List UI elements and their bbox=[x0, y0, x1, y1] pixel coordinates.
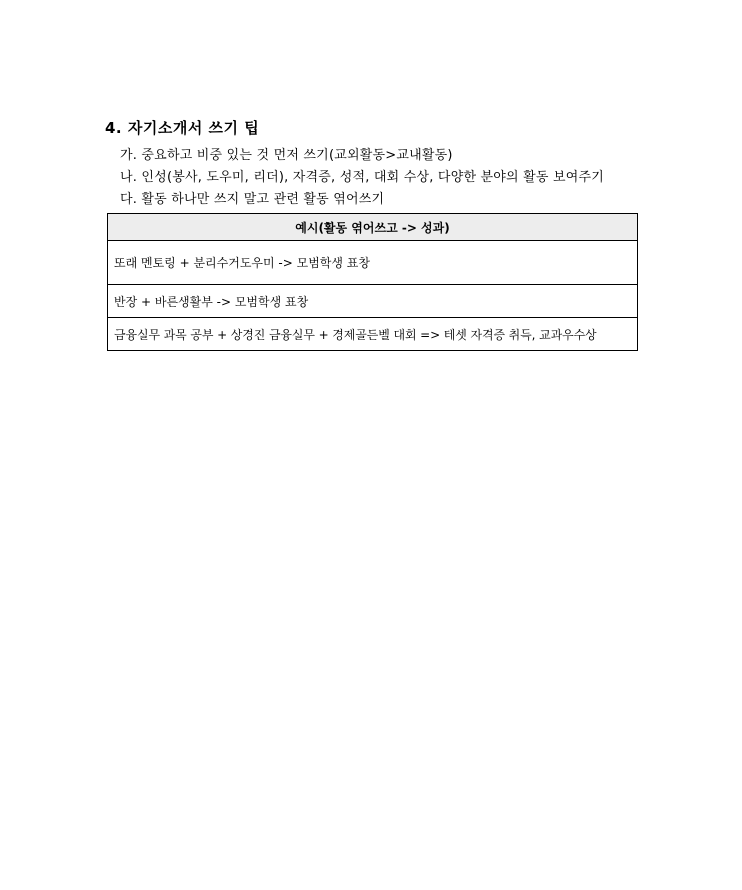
tip-item-ga: 가. 중요하고 비중 있는 것 먼저 쓰기(교외활동>교내활동) bbox=[120, 148, 453, 163]
section-heading: 4. 자기소개서 쓰기 팁 bbox=[105, 119, 260, 137]
table-cell: 반장 + 바른생활부 -> 모범학생 표창 bbox=[108, 285, 638, 318]
table-row bbox=[108, 318, 638, 351]
example-table bbox=[107, 213, 638, 351]
tip-item-da: 다. 활동 하나만 쓰지 말고 관련 활동 엮어쓰기 bbox=[120, 192, 385, 207]
tip-item-na: 나. 인성(봉사, 도우미, 리더), 자격증, 성적, 대회 수상, 다양한 분야의 활동 보여주기 bbox=[120, 170, 605, 185]
table-row bbox=[108, 241, 638, 285]
table-header-row bbox=[108, 214, 638, 241]
table-header-cell: 예시(활동 엮어쓰고 -> 성과) bbox=[108, 214, 638, 241]
table-cell: 금융실무 과목 공부 + 상경진 금융실무 + 경제골든벨 대회 => 테셋 자격증 취득, 교과우수상 bbox=[108, 318, 638, 351]
table-cell: 또래 멘토링 + 분리수거도우미 -> 모범학생 표창 bbox=[108, 241, 638, 285]
table-row bbox=[108, 285, 638, 318]
